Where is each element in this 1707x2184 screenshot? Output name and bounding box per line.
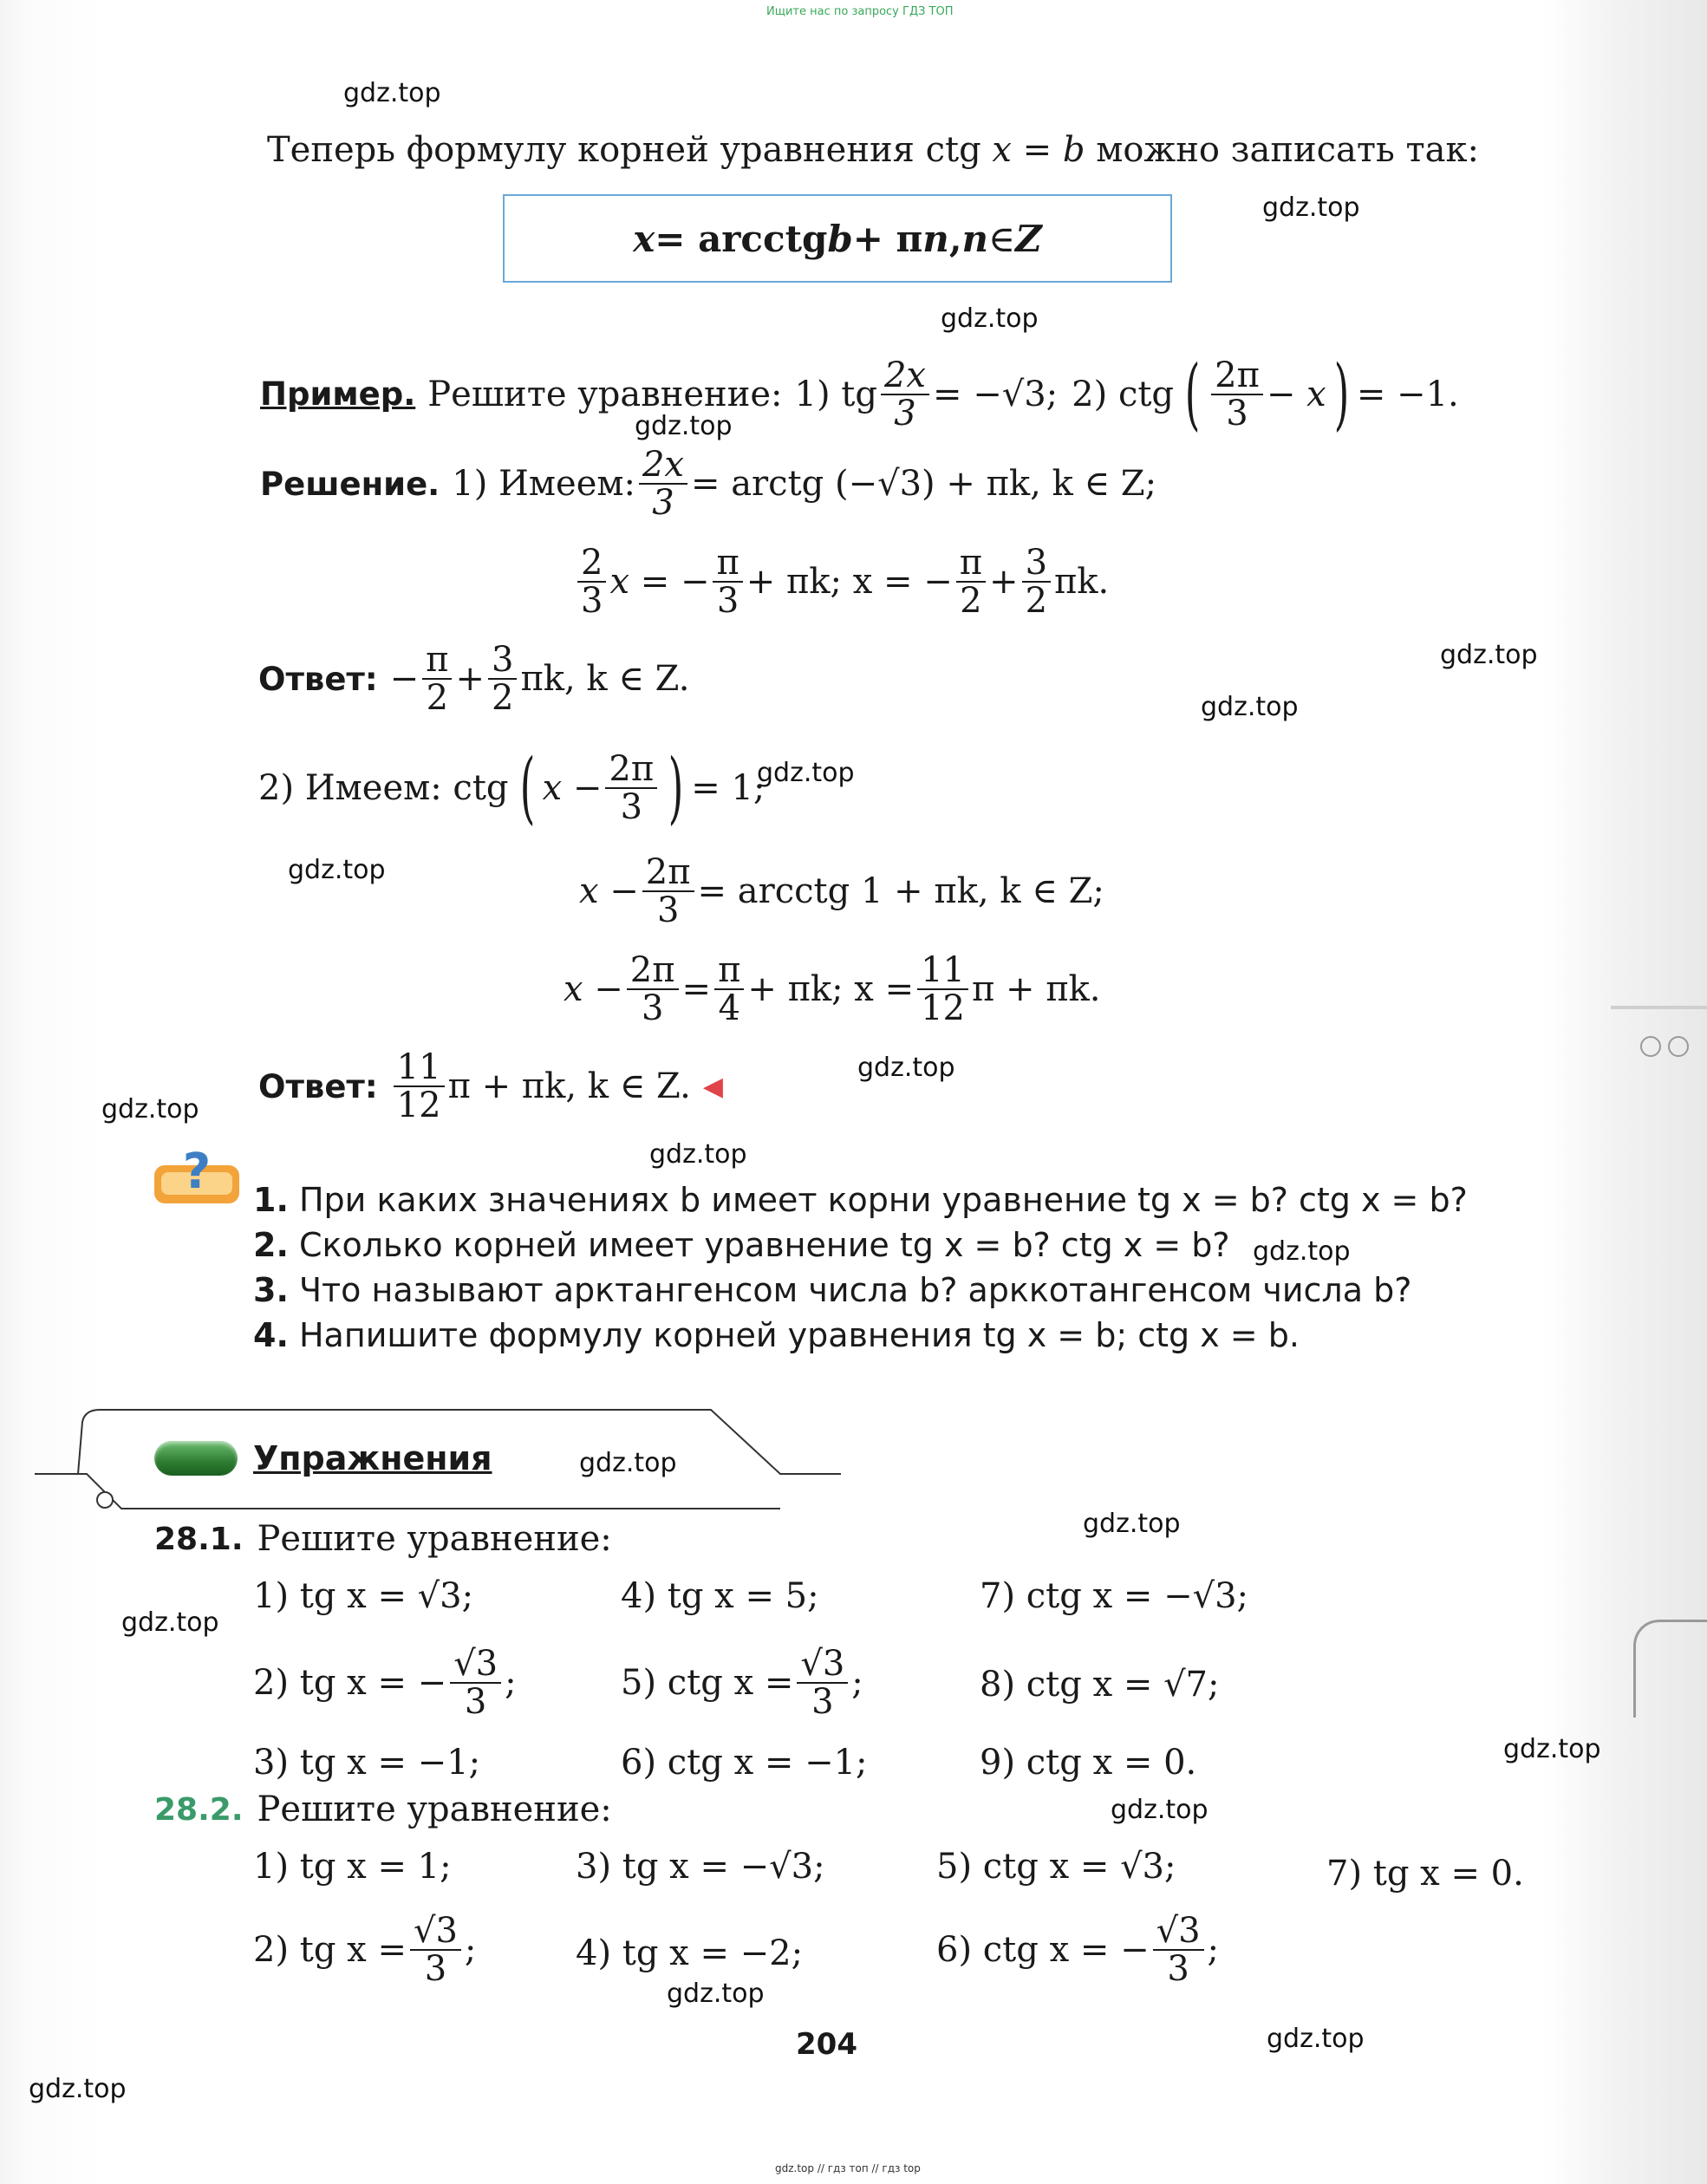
- exercise-28-1-header: 28.1. Решите уравнение:: [154, 1519, 612, 1559]
- watermark: gdz.top: [1503, 1734, 1601, 1764]
- ex281-item: 8) ctg x = √7;: [980, 1665, 1220, 1705]
- ex281-item: 9) ctg x = 0.: [980, 1743, 1197, 1783]
- svg-text:?: ?: [182, 1146, 212, 1200]
- watermark: gdz.top: [1201, 692, 1299, 722]
- ex282-item: 3) tg x = −√3;: [576, 1847, 825, 1887]
- ex281-item: 3) tg x = −1;: [253, 1743, 481, 1783]
- page-number: 204: [796, 2027, 857, 2062]
- watermark: gdz.top: [941, 303, 1039, 334]
- ex281-item: 6) ctg x = −1;: [621, 1743, 868, 1783]
- ex281-item: 1) tg x = √3;: [253, 1576, 474, 1616]
- part2-line-3: x − $\frac{2\pi}{3}$ = $\frac{\pi}{4}$ + πk; x = $\frac{11}{12}$ π + πk.: [564, 950, 1101, 1028]
- question-item: 3. Что называют арктангенсом числа b? арккотангенсом числа b?: [253, 1271, 1412, 1309]
- edge-circle-icon: [1668, 1036, 1689, 1057]
- edge-bracket: [1633, 1620, 1707, 1718]
- watermark: gdz.top: [667, 1979, 765, 2009]
- ex281-item: 7) ctg x = −√3;: [980, 1576, 1248, 1616]
- answer-2: Ответ: $\frac{11}{12}$ π + πk, k ∈ Z. ◀: [258, 1047, 723, 1125]
- watermark: gdz.top: [1253, 1236, 1351, 1267]
- exercise-28-2-header: 28.2. Решите уравнение:: [154, 1790, 612, 1829]
- watermark: gdz.top: [101, 1094, 199, 1125]
- part2-line-1: 2) Имеем: ctg ( x − $\frac{2\pi}{3}$ ) = 1;: [258, 742, 766, 833]
- example-line: Пример. Решите уравнение: 1) tg $\frac{2x}{3}$ = −√3; 2) ctg ( $\frac{2\pi}{3}$ − x ) = −1.: [260, 349, 1459, 440]
- exercises-badge-icon: [154, 1441, 238, 1476]
- exercises-title: Упражнения: [253, 1439, 492, 1477]
- intro-line: Теперь формулу корней уравнения ctg x = b можно записать так:: [267, 130, 1479, 170]
- question-item: 2. Сколько корней имеет уравнение tg x = b? ctg x = b?: [253, 1226, 1230, 1264]
- watermark: gdz.top: [857, 1053, 955, 1083]
- watermark: gdz.top: [1262, 192, 1360, 223]
- answer-1: Ответ: − $\frac{\pi}{2}$ + $\frac{3}{2}$ πk, k ∈ Z.: [258, 640, 690, 718]
- watermark: gdz.top: [649, 1139, 747, 1170]
- watermark: gdz.top: [288, 855, 386, 885]
- top-banner: Ищите нас по запросу ГДЗ ТОП: [766, 5, 954, 18]
- bottom-banner: gdz.top // гдз топ // гдз top: [775, 2162, 921, 2174]
- ex282-item: 5) ctg x = √3;: [936, 1847, 1176, 1887]
- solution-line-2: $\frac{2}{3}$ x = − $\frac{\pi}{3}$ + πk; x = − $\frac{\pi}{2}$ + $\frac{3}{2}$ πk.: [574, 544, 1109, 619]
- ex281-item: 4) tg x = 5;: [621, 1576, 819, 1616]
- ex281-item: 5) ctg x = $\frac{√3}{3}$ ;: [621, 1644, 863, 1722]
- ex282-item: 7) tg x = 0.: [1326, 1854, 1524, 1894]
- end-mark-icon: ◀: [702, 1071, 723, 1102]
- watermark: gdz.top: [343, 78, 441, 108]
- formula-box: x = arcctg b + π n , n ∈ Z: [503, 194, 1172, 283]
- watermark: gdz.top: [579, 1448, 677, 1478]
- watermark: gdz.top: [1083, 1509, 1181, 1539]
- watermark: gdz.top: [635, 411, 733, 441]
- part2-line-2: x − $\frac{2\pi}{3}$ = arcctg 1 + πk, k ∈ Z;: [579, 852, 1104, 930]
- watermark: gdz.top: [1440, 640, 1538, 670]
- ex282-item: 1) tg x = 1;: [253, 1847, 452, 1887]
- ex281-item: 2) tg x = − $\frac{√3}{3}$ ;: [253, 1644, 517, 1722]
- edge-circle-icon: [1640, 1036, 1661, 1057]
- watermark: gdz.top: [29, 2074, 127, 2104]
- questions-list: [253, 1177, 1468, 1358]
- solution-line-1: Решение. 1) Имеем: $\frac{2x}{3}$ = arctg (−√3) + πk, k ∈ Z;: [260, 445, 1157, 523]
- watermark: gdz.top: [1267, 2024, 1365, 2054]
- ex282-item: 2) tg x = $\frac{√3}{3}$ ;: [253, 1911, 477, 1989]
- question-icon: [153, 1146, 241, 1209]
- watermark: gdz.top: [121, 1607, 219, 1638]
- edge-line: [1611, 1006, 1707, 1009]
- ex282-item: 4) tg x = −2;: [576, 1933, 804, 1973]
- question-item: 1. При каких значениях b имеет корни уравнение tg x = b? ctg x = b?: [253, 1181, 1468, 1219]
- question-item: 4. Напишите формулу корней уравнения tg x = b; ctg x = b.: [253, 1316, 1300, 1354]
- ex282-item: 6) ctg x = − $\frac{√3}{3}$ ;: [936, 1911, 1220, 1989]
- watermark: gdz.top: [1111, 1795, 1209, 1825]
- watermark: gdz.top: [757, 758, 855, 788]
